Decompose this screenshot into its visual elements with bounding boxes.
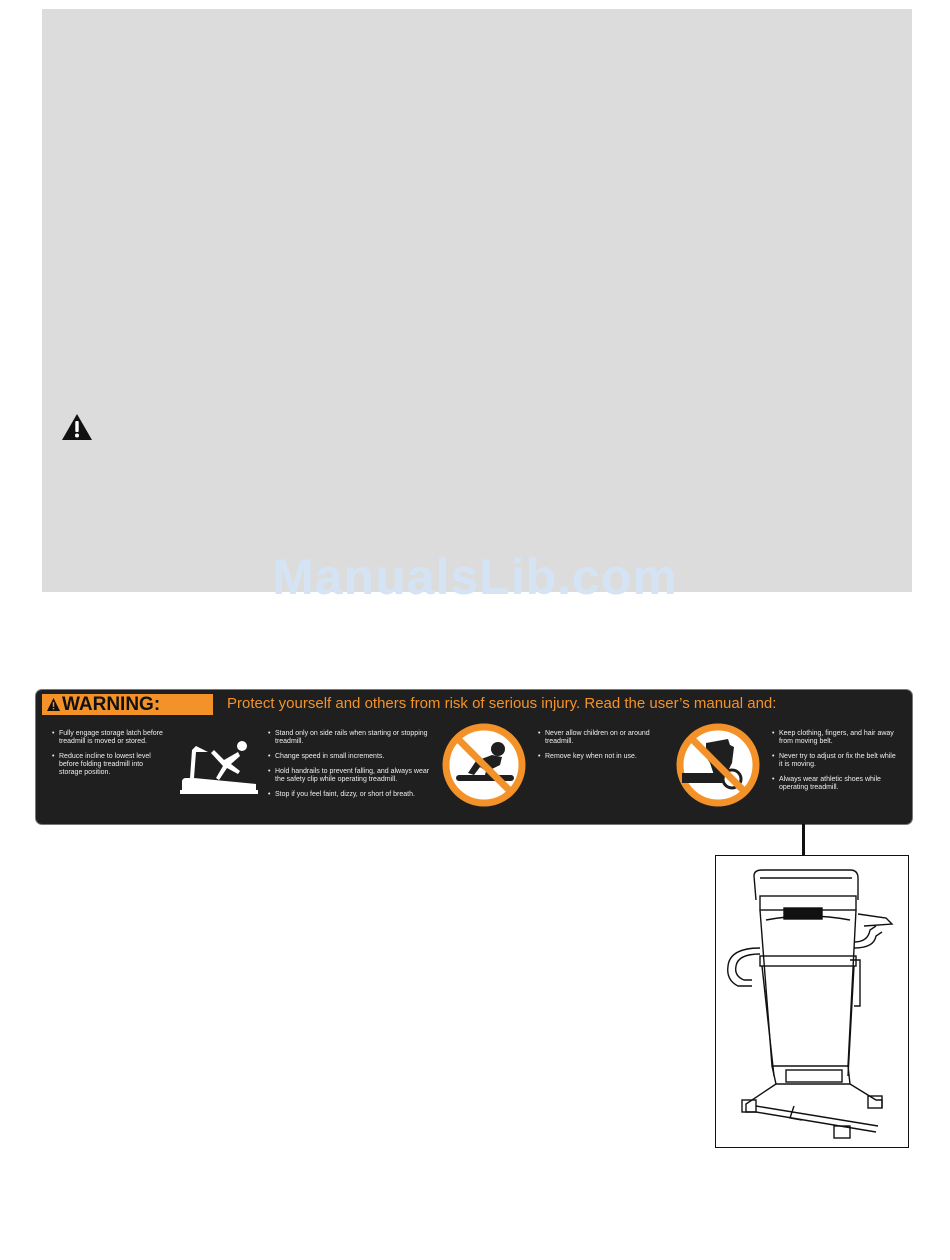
watermark: ManualsLib.com [272,549,678,605]
warning-item: • Keep clothing, fingers, and hair away from moving belt. [772,730,897,746]
warning-triangle-icon [46,697,61,712]
treadmill-fall-icon [178,734,260,796]
warning-item: • Never allow children on or around treadmill. [538,730,656,746]
warning-item: • Hold handrails to prevent falling, and always wear the safety clip while operating treadmill. [268,768,436,784]
warning-badge-text: WARNING: [62,694,161,715]
warning-column-1 [52,730,164,784]
caution-icon [61,413,93,441]
no-children-icon [442,723,526,807]
warning-item: • Stand only on side rails when starting or stopping treadmill. [268,730,436,746]
warning-item: • Always wear athletic shoes while operating treadmill. [772,776,897,792]
warning-item: • Stop if you feel faint, dizzy, or short of breath. [268,791,436,799]
warning-badge [42,694,213,715]
no-hands-near-belt-icon [676,723,760,807]
warning-headline: Protect yourself and others from risk of serious injury. Read the user’s manual and: [227,695,777,712]
treadmill-illustration [715,855,909,1148]
notice-panel [42,9,912,592]
warning-column-2 [268,730,436,806]
warning-item: • Never try to adjust or fix the belt while it is moving. [772,753,897,769]
treadmill-drawing [716,856,907,1146]
warning-item: • Remove key when not in use. [538,753,656,761]
warning-label [36,690,912,824]
warning-column-4 [772,730,897,799]
warning-item: • Reduce incline to lowest level before folding treadmill into storage position. [52,753,164,777]
warning-column-3 [538,730,656,768]
warning-item: • Change speed in small increments. [268,753,436,761]
warning-item: • Fully engage storage latch before treadmill is moved or stored. [52,730,164,746]
